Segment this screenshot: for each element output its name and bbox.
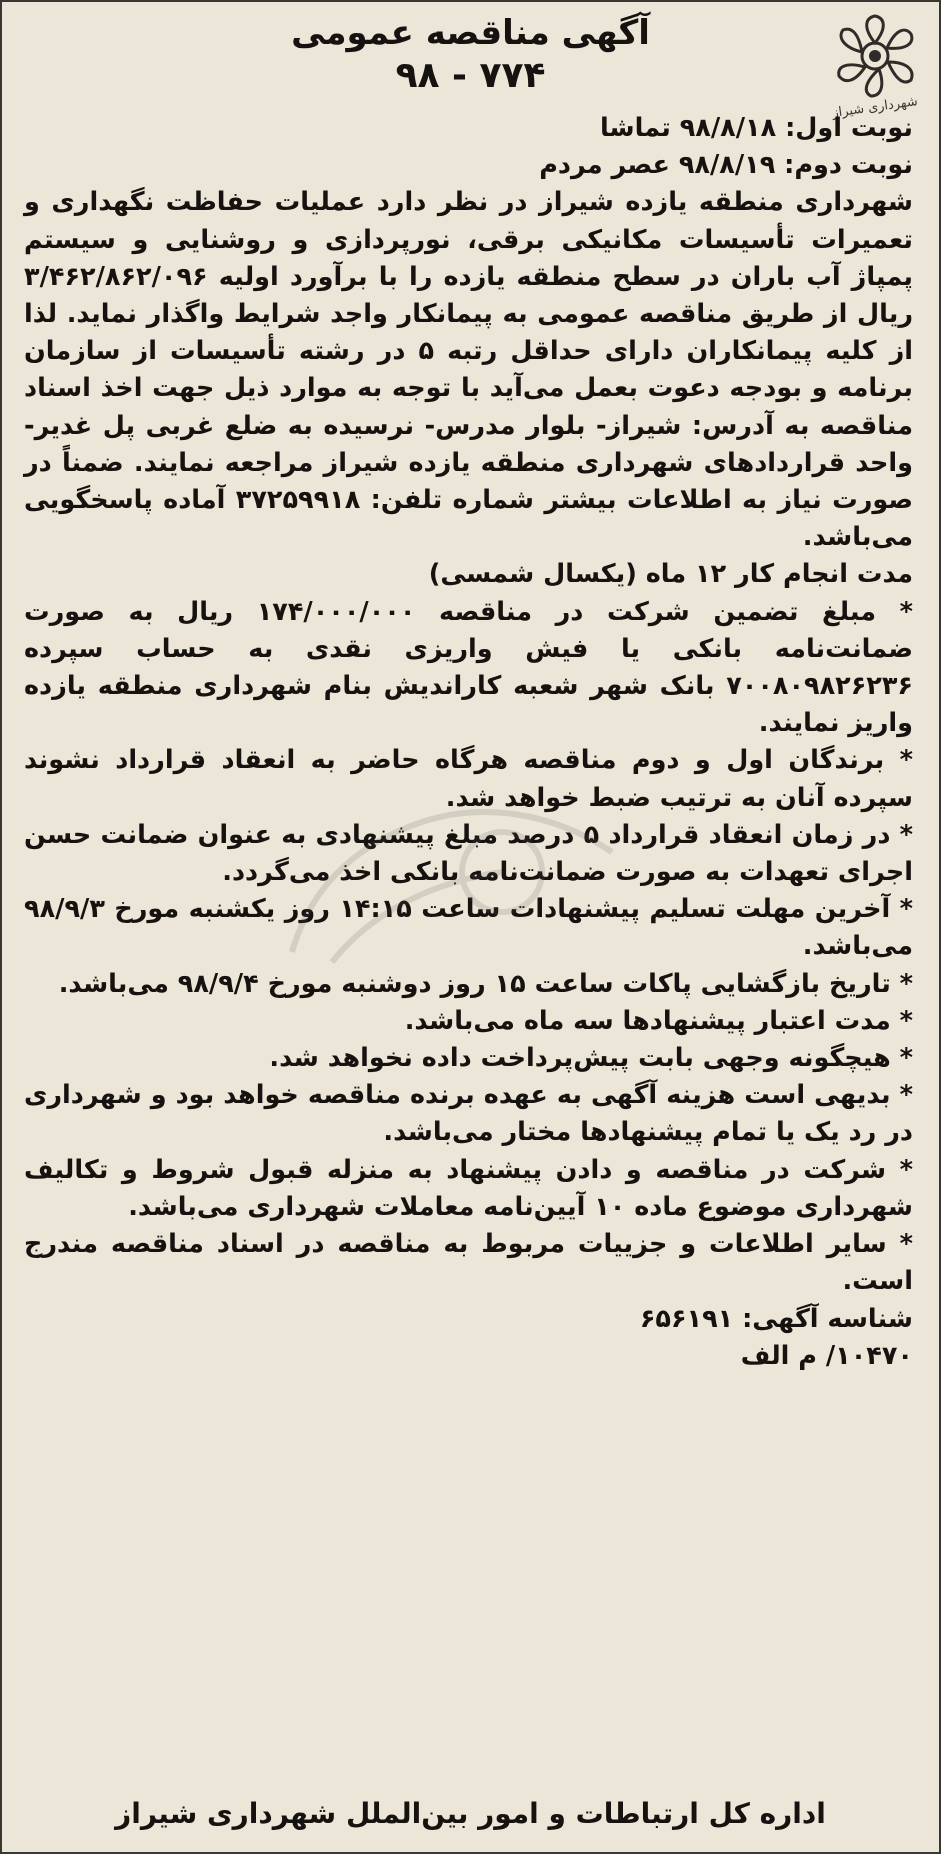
notice-title: آگهی مناقصه عمومی <box>291 13 650 53</box>
duration-line: مدت انجام کار ۱۲ ماه (یکسال شمسی) <box>428 559 913 590</box>
prepayment-item: * هیچگونه وجهی بابت پیش‌پرداخت داده نخواهد شد. <box>269 1043 913 1074</box>
guarantee-item: * مبلغ تضمین شرکت در مناقصه ۱۷۴/۰۰۰/۰۰۰ ریال به صورت ضمانت‌نامه بانکی یا فیش واریزی نقدی به حساب سپرده ۷۰۰۸۰۹۸۲۶۲۳۶ بانک شهر شعبه کاراندیش بنام شهرداری منطقه یازده واریز نمایند. <box>24 596 913 739</box>
second-publication: نوبت دوم: ۹۸/۸/۱۹ عصر مردم <box>539 150 913 181</box>
opening-item: * تاریخ بازگشایی پاکات ساعت ۱۵ روز دوشنبه مورخ ۹۸/۹/۴ می‌باشد. <box>58 968 913 999</box>
performance-guarantee-item: * در زمان انعقاد قرارداد ۵ درصد مبلغ پیشنهادی به عنوان ضمانت حسن اجرای تعهدات به صورت ضمانت‌نامه بانکی اخذ می‌گردد. <box>24 819 913 888</box>
reference-number: ۱۰۴۷۰/ م الف <box>740 1340 913 1371</box>
notice-serial: ۹۸ - ۷۷۴ <box>395 55 546 96</box>
first-publication: نوبت اول: ۹۸/۸/۱۸ تماشا <box>599 113 913 143</box>
logo-caption: شهرداری شیراز <box>831 94 919 121</box>
ad-id: شناسه آگهی: ۶۵۶۱۹۱ <box>639 1303 913 1334</box>
validity-item: * مدت اعتبار پیشنهادها سه ماه می‌باشد. <box>404 1005 913 1036</box>
notice-body <box>24 110 913 1375</box>
participation-item: * شرکت در مناقصه و دادن پیشنهاد به منزله قبول شروط و تکالیف شهرداری موضوع ماده ۱۰ آیین‌نامه معاملات شهرداری می‌باشد. <box>24 1154 913 1222</box>
notice-header <box>2 12 939 98</box>
winners-item: * برندگان اول و دوم مناقصه هرگاه حاضر به انعقاد قرارداد نشوند سپرده آنان به ترتیب ضبط خواهد شد. <box>24 745 913 813</box>
other-info-item: * سایر اطلاعات و جزییات مربوط به مناقصه در اسناد مناقصه مندرج است. <box>24 1229 913 1297</box>
deadline-item: * آخرین مهلت تسلیم پیشنهادات ساعت ۱۴:۱۵ روز یکشنبه مورخ ۹۸/۹/۳ می‌باشد. <box>24 894 913 962</box>
signature: اداره کل ارتباطات و امور بین‌الملل شهرداری شیراز <box>115 1797 826 1830</box>
ad-cost-item: * بدیهی است هزینه آگهی به عهده برنده مناقصه خواهد بود و شهرداری در رد یک یا تمام پیشنهادها مختار می‌باشد. <box>24 1080 913 1148</box>
intro-paragraph: شهرداری منطقه یازده شیراز در نظر دارد عملیات حفاظت نگهداری و تعمیرات تأسیسات مکانیکی برقی، نورپردازی و روشنایی و سیستم پمپاژ آب باران در سطح منطقه یازده را با برآورد اولیه ۳/۴۶۲/۸۶۲/۰۹۶ ریال از طریق مناقصه عمومی به پیمانکار واجد شرایط واگذار نماید. لذا از کلیه پیمانکاران دارای حداقل رتبه ۵ در رشته تأسیسات از سازمان برنامه و بودجه دعوت بعمل می‌آید با توجه به موارد ذیل جهت اخذ اسناد مناقصه به آدرس: شیراز- بلوار مدرس- نرسیده به ضلع غربی پل غدیر- واحد قراردادهای شهرداری منطقه یازده شیراز مراجعه نمایند. ضمناً در صورت نیاز به اطلاعات بیشتر شماره تلفن: ۳۷۲۵۹۹۱۸ آماده پاسخگویی می‌باشد. <box>24 187 914 553</box>
